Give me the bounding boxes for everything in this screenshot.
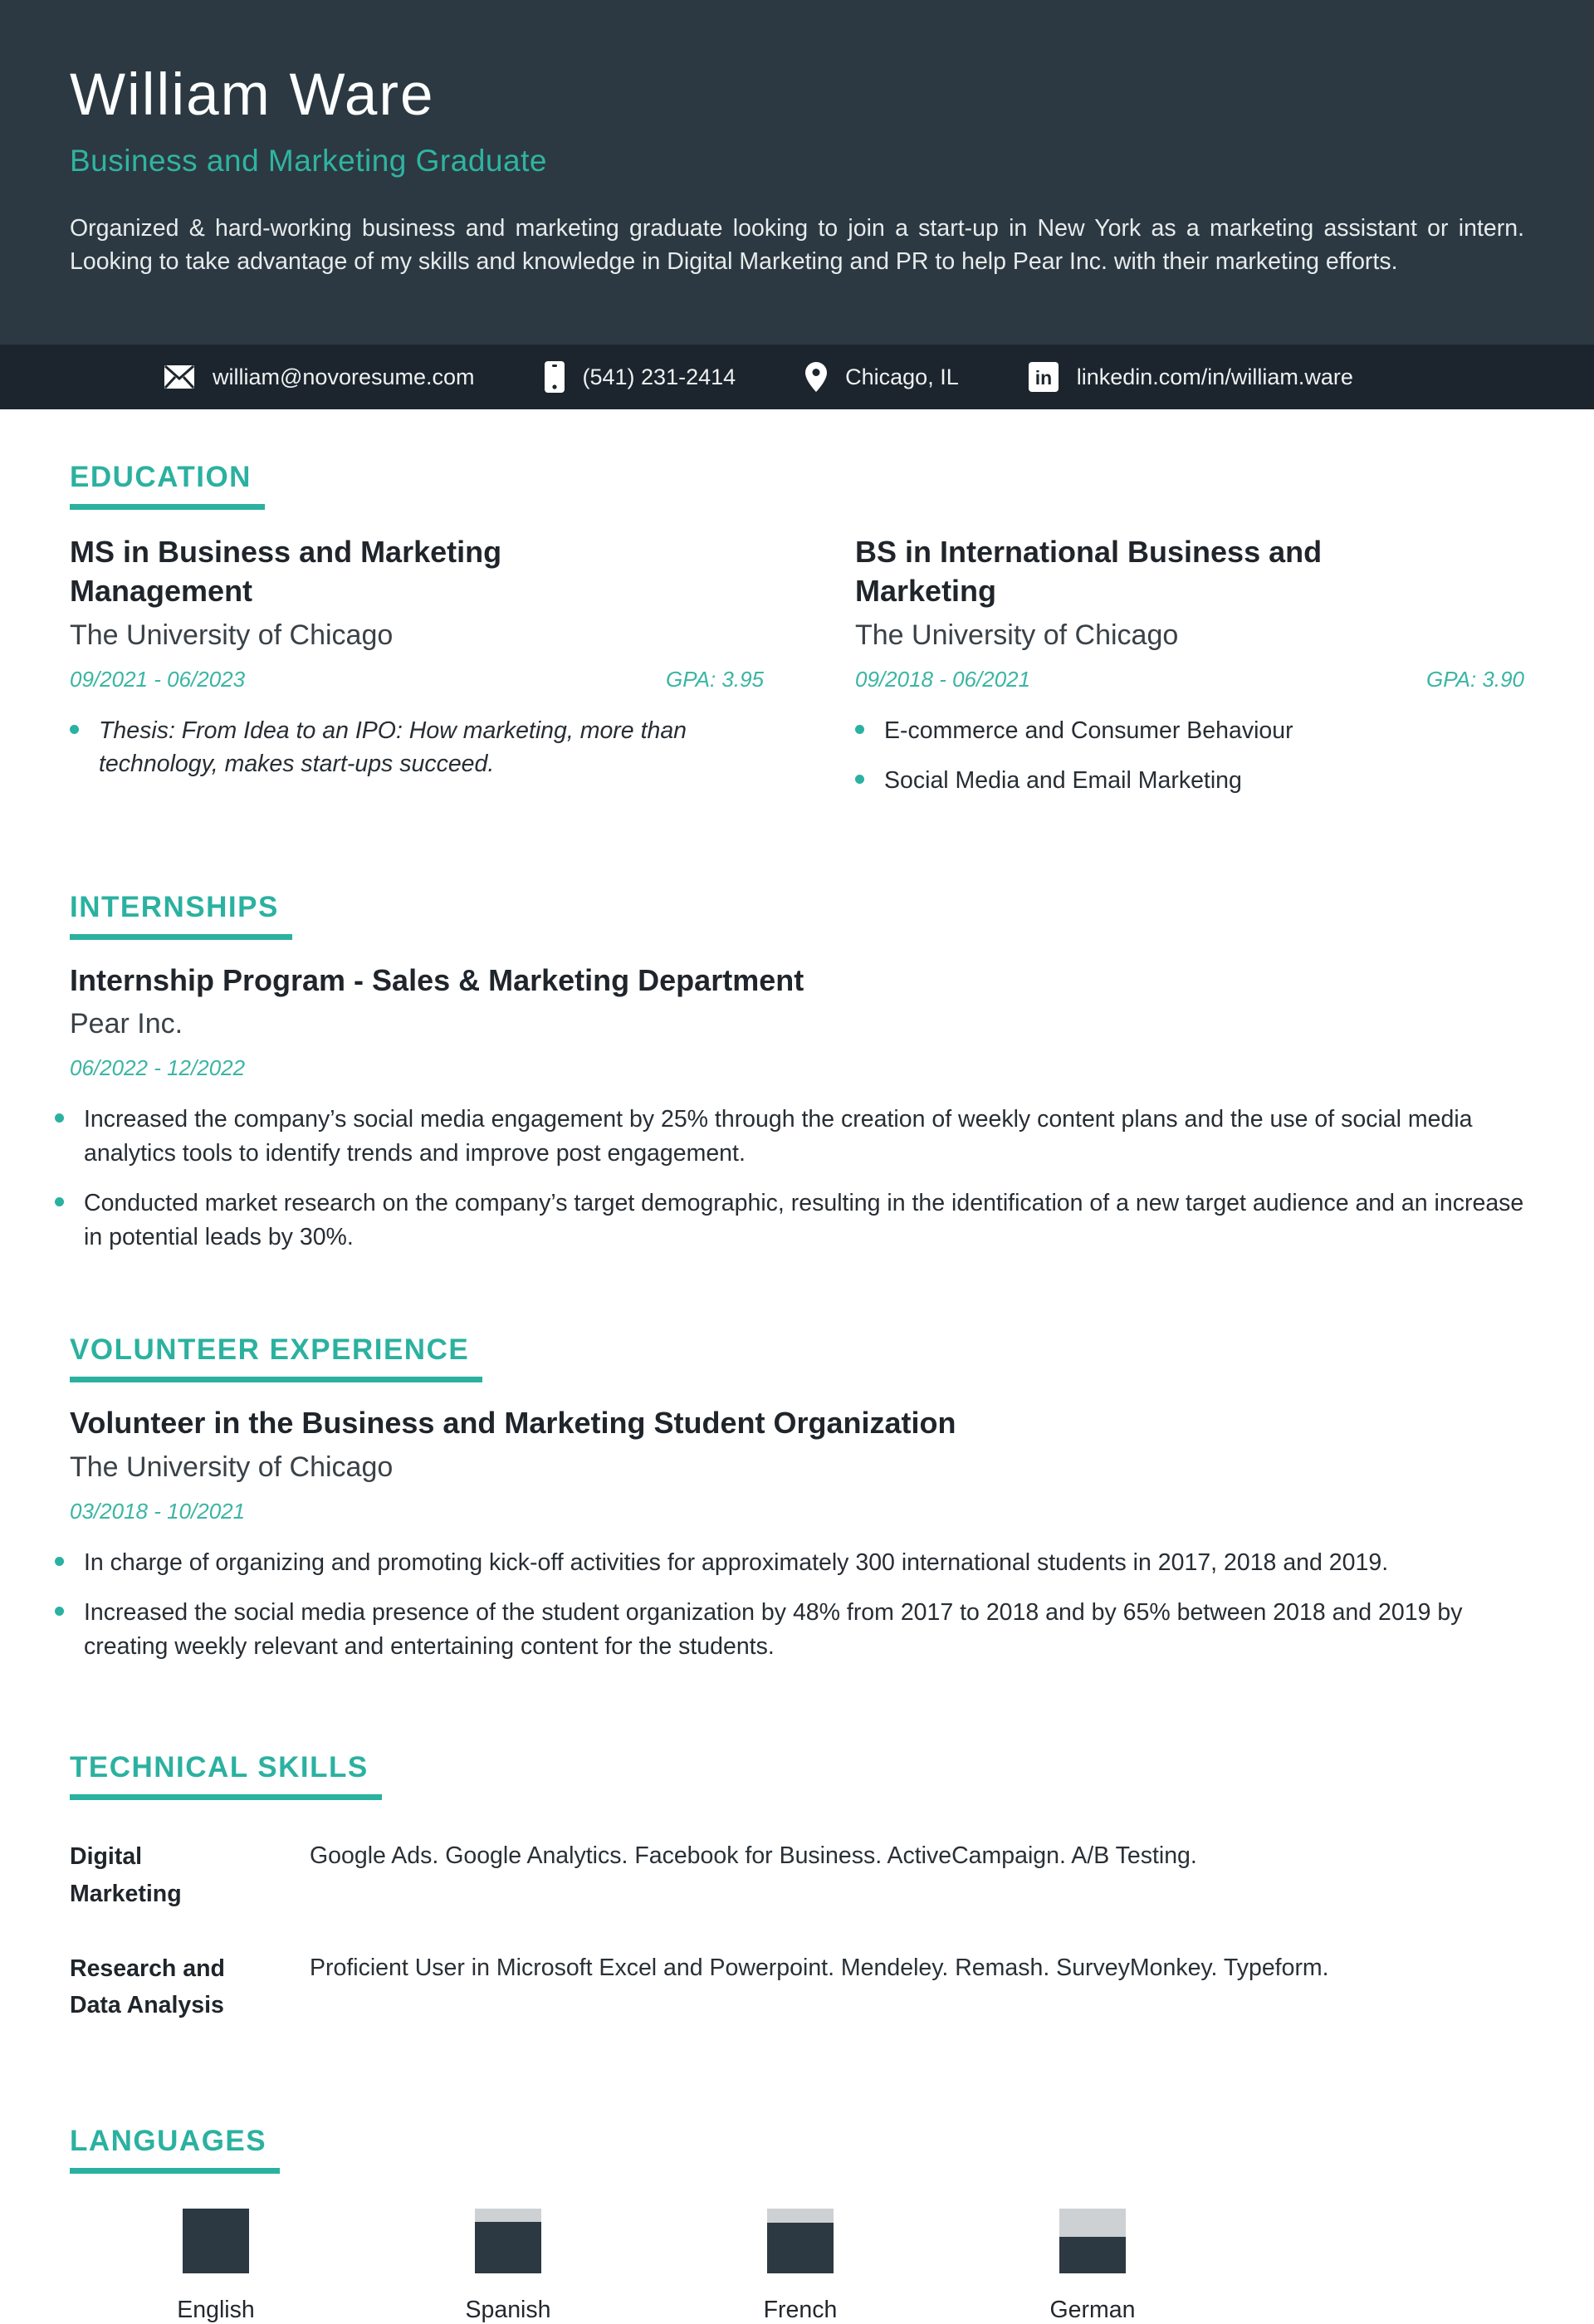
skills-heading: TECHNICAL SKILLS: [70, 1751, 382, 1800]
language-proficiency-bar: [475, 2209, 541, 2273]
skill-list: Google Ads. Google Analytics. Facebook for Business. ActiveCampaign. A/B Testing.: [310, 1842, 1197, 1870]
list-item: Thesis: From Idea to an IPO: How marketing, more than technology, makes start-ups succeed.: [70, 714, 764, 781]
dates-gpa-row: [70, 667, 764, 692]
internship-entry: [70, 961, 1524, 1255]
contact-location: [805, 362, 959, 392]
contact-linkedin[interactable]: [1029, 362, 1353, 392]
education-entry-bs: [855, 533, 1524, 798]
location-pin-icon: [805, 362, 827, 392]
date-range: 09/2018 - 06/2021: [855, 666, 1031, 692]
section-education: [70, 461, 1524, 798]
language-name: Spanish: [465, 2297, 551, 2324]
language-item-english: [149, 2209, 282, 2324]
language-proficiency-bar: [767, 2209, 834, 2273]
contact-phone[interactable]: [545, 361, 736, 393]
resume-body: [0, 461, 1594, 2324]
list-item: Social Media and Email Marketing: [855, 764, 1524, 797]
volunteer-entry: [70, 1404, 1524, 1663]
bullet-dot-icon: [55, 1607, 64, 1616]
degree-title: MS in Business and Marketing Management: [70, 535, 502, 608]
contact-email-text: william@novoresume.com: [213, 364, 475, 389]
education-columns: [70, 533, 1524, 798]
candidate-summary: Organized & hard-working business and marketing graduate looking to join a start-up in New York as a marketing assistant or intern. Looking to take advantage of my skills and knowledge in Digital Marketing and PR to help Pear Inc. with their marketing efforts.: [70, 214, 1524, 276]
skill-row-research-data-analysis: [70, 1950, 1524, 2023]
language-name: German: [1049, 2297, 1136, 2324]
bullet-dot-icon: [55, 1113, 64, 1123]
bullet-dot-icon: [855, 725, 864, 734]
envelope-icon: [164, 365, 194, 389]
language-proficiency-bar: [1059, 2209, 1126, 2273]
skill-list: Proficient User in Microsoft Excel and Powerpoint. Mendeley. Remash. SurveyMonkey. Typeform.: [310, 1954, 1329, 1981]
gpa-value: GPA: 3.95: [665, 666, 764, 692]
bullet-dot-icon: [55, 1197, 64, 1206]
degree-title: BS in International Business and Marketing: [855, 535, 1323, 608]
date-range: 06/2022 - 12/2022: [70, 1055, 246, 1081]
school-name: The University of Chicago: [70, 619, 394, 651]
linkedin-icon: [1029, 362, 1059, 392]
section-technical-skills: [70, 1751, 1524, 2023]
dates-gpa-row: [855, 667, 1524, 692]
resume-header: [0, 0, 1594, 345]
role-title: Internship Program - Sales & Marketing Department: [70, 962, 804, 997]
internship-bullets: [55, 1103, 1524, 1254]
skill-category-label: Research and Data Analysis: [70, 1955, 225, 2018]
company-name: Pear Inc.: [70, 1008, 183, 1040]
dates-row: [70, 1055, 1524, 1081]
list-item: Increased the social media presence of the student organization by 48% from 2017 to 2018 and by 65% between 2018 and 2019 by creating weekly relevant and entertaining content for the students.: [55, 1596, 1524, 1663]
bullet-dot-icon: [855, 775, 864, 784]
role-title: Volunteer in the Business and Marketing Student Organization: [70, 1406, 956, 1441]
education-bullets: [855, 714, 1524, 798]
candidate-name: William Ware: [70, 62, 435, 128]
volunteer-heading: VOLUNTEER EXPERIENCE: [70, 1333, 482, 1382]
school-name: The University of Chicago: [855, 619, 1179, 651]
languages-heading: LANGUAGES: [70, 2125, 280, 2174]
contact-location-text: Chicago, IL: [845, 364, 959, 389]
language-item-spanish: [442, 2209, 575, 2324]
skill-category-label: Digital Marketing: [70, 1843, 182, 1907]
organization-name: The University of Chicago: [70, 1451, 394, 1483]
list-item: Conducted market research on the company’s target demographic, resulting in the identification of a new target audience and an increase in potential leads by 30%.: [55, 1186, 1524, 1254]
internships-heading: INTERNSHIPS: [70, 891, 292, 940]
education-heading: EDUCATION: [70, 461, 265, 510]
svg-text:in: in: [1034, 367, 1052, 389]
language-item-french: [734, 2209, 867, 2324]
bullet-dot-icon: [55, 1557, 64, 1566]
list-item: E-commerce and Consumer Behaviour: [855, 714, 1524, 747]
list-item: Increased the company’s social media engagement by 25% through the creation of weekly content plans and the use of social media analytics tools to identify trends and improve post engagement.: [55, 1103, 1524, 1170]
bullet-dot-icon: [70, 725, 79, 734]
dates-row: [70, 1499, 1524, 1524]
contact-email[interactable]: [164, 365, 475, 390]
language-name: English: [177, 2297, 255, 2324]
date-range: 03/2018 - 10/2021: [70, 1499, 246, 1524]
language-item-german: [1026, 2209, 1159, 2324]
list-item: In charge of organizing and promoting kick-off activities for approximately 300 international students in 2017, 2018 and 2019.: [55, 1546, 1524, 1579]
section-volunteer-experience: [70, 1333, 1524, 1663]
gpa-value: GPA: 3.90: [1425, 666, 1524, 692]
language-name: French: [763, 2297, 838, 2324]
phone-icon: [545, 361, 565, 393]
language-proficiency-bar: [183, 2209, 249, 2273]
contact-phone-text: (541) 231-2414: [582, 364, 736, 389]
education-entry-ms: [70, 533, 764, 798]
skill-row-digital-marketing: [70, 1838, 1524, 1911]
section-languages: [70, 2125, 1524, 2324]
language-list: [70, 2209, 1524, 2324]
contact-linkedin-text: linkedin.com/in/william.ware: [1076, 364, 1353, 389]
education-bullets: [70, 714, 764, 781]
candidate-job-title: Business and Marketing Graduate: [70, 143, 547, 178]
contact-bar: [0, 345, 1594, 409]
volunteer-bullets: [55, 1546, 1524, 1663]
date-range: 09/2021 - 06/2023: [70, 666, 246, 692]
section-internships: [70, 891, 1524, 1255]
